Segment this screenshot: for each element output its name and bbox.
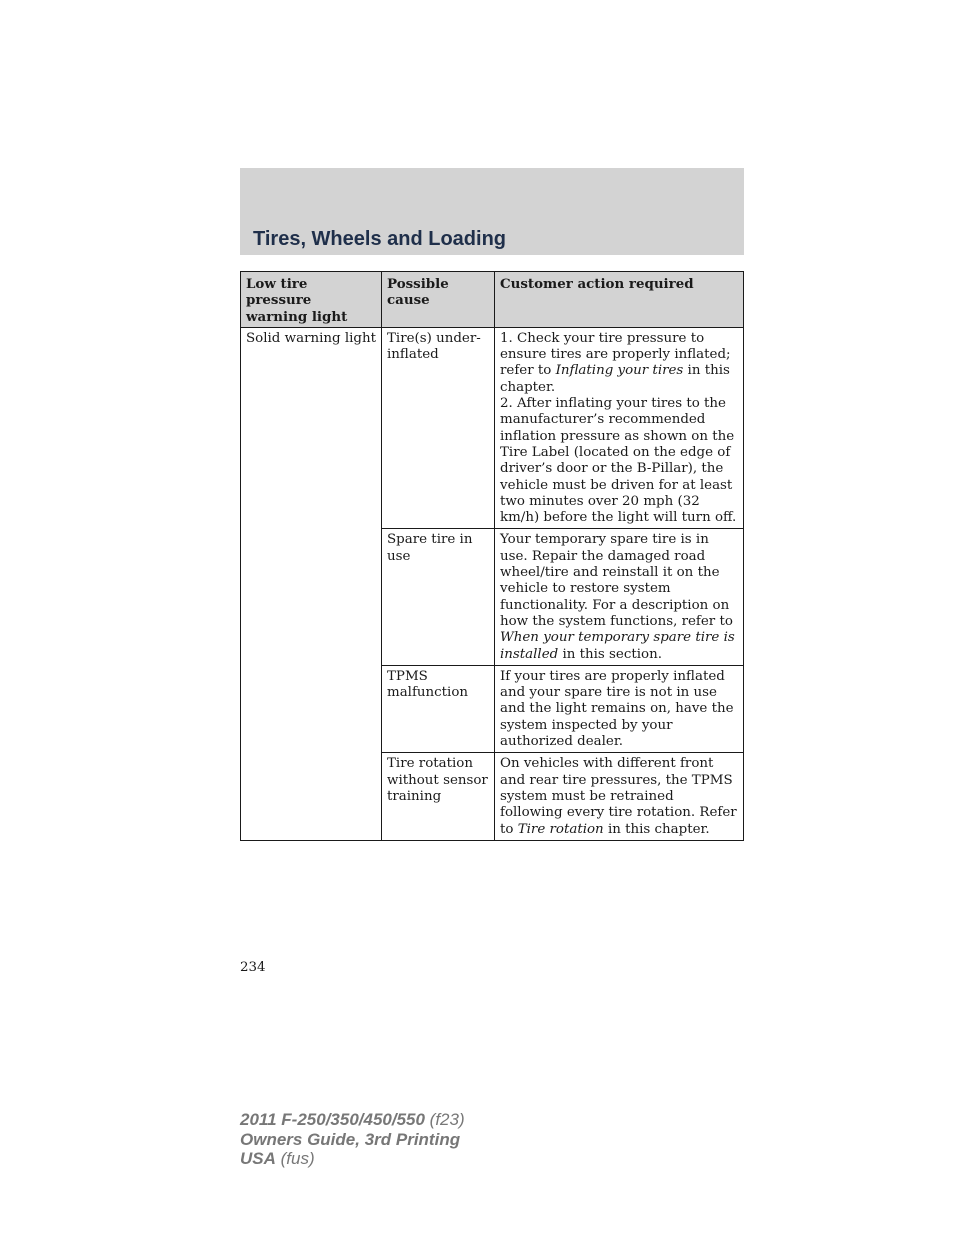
action-cell [495, 665, 744, 752]
footer-model-code: (f23) [424, 1110, 465, 1129]
action-reference: Inflating your tires [555, 363, 684, 379]
tpms-warning-table [240, 271, 744, 841]
footer-market: USA [240, 1149, 276, 1168]
footer-model: 2011 F-250/350/450/550 [240, 1110, 425, 1129]
action-reference: Tire rotation [517, 821, 604, 837]
action-text: If your tires are properly inflated and your spare tire is not in use and the light remains on, have the system inspected by your authorized dealer. [500, 668, 734, 750]
section-title: Tires, Wheels and Loading [253, 228, 507, 250]
footer-market-code: (fus) [275, 1149, 315, 1168]
column-header-customer-action: Customer action required [495, 272, 744, 328]
table-row [241, 327, 744, 529]
action-cell [495, 753, 744, 840]
column-header-warning-light: Low tire pressure warning light [241, 272, 382, 328]
footer-model-line [240, 1110, 465, 1130]
action-text: 2. After inflating your tires to the manufacturer’s recommended inflation pressure as shown on the Tire Label (located on the edge of driver’s door or the B-Pillar), the vehicle must be driven for at least two minutes over 20 mph (32 km/h) before the light will turn off. [500, 396, 737, 526]
action-text: On vehicles with different front and rear tire pressures, the TPMS system must be retrained following every tire rotation. Refer to [500, 756, 737, 837]
action-cell [495, 327, 744, 529]
action-text: Your temporary spare tire is in use. Repair the damaged road wheel/tire and reinstall it on the vehicle to restore system functionality. For a description on how the system functions, refer to [500, 532, 733, 629]
cause-cell: TPMS malfunction [382, 665, 495, 752]
section-header-band [240, 168, 744, 255]
action-reference: When your temporary spare tire is installed [500, 630, 735, 662]
column-header-possible-cause: Possible cause [382, 272, 495, 328]
action-text: in this section. [558, 646, 662, 662]
cause-cell: Spare tire in use [382, 529, 495, 665]
document-footer [240, 1110, 465, 1169]
action-text: in this chapter. [500, 363, 730, 395]
cause-cell: Tire(s) under-inflated [382, 327, 495, 529]
cause-cell: Tire rotation without sensor training [382, 753, 495, 840]
table-header-row [241, 272, 744, 328]
action-text: 1. Check your tire pressure to ensure tires are properly inflated; refer to [500, 330, 731, 379]
action-text: in this chapter. [603, 821, 710, 837]
action-cell [495, 529, 744, 665]
footer-guide: Owners Guide, 3rd Printing [240, 1129, 461, 1149]
footer-market-line [240, 1149, 465, 1169]
page-number: 234 [240, 960, 266, 975]
indicator-cell: Solid warning light [241, 327, 382, 840]
